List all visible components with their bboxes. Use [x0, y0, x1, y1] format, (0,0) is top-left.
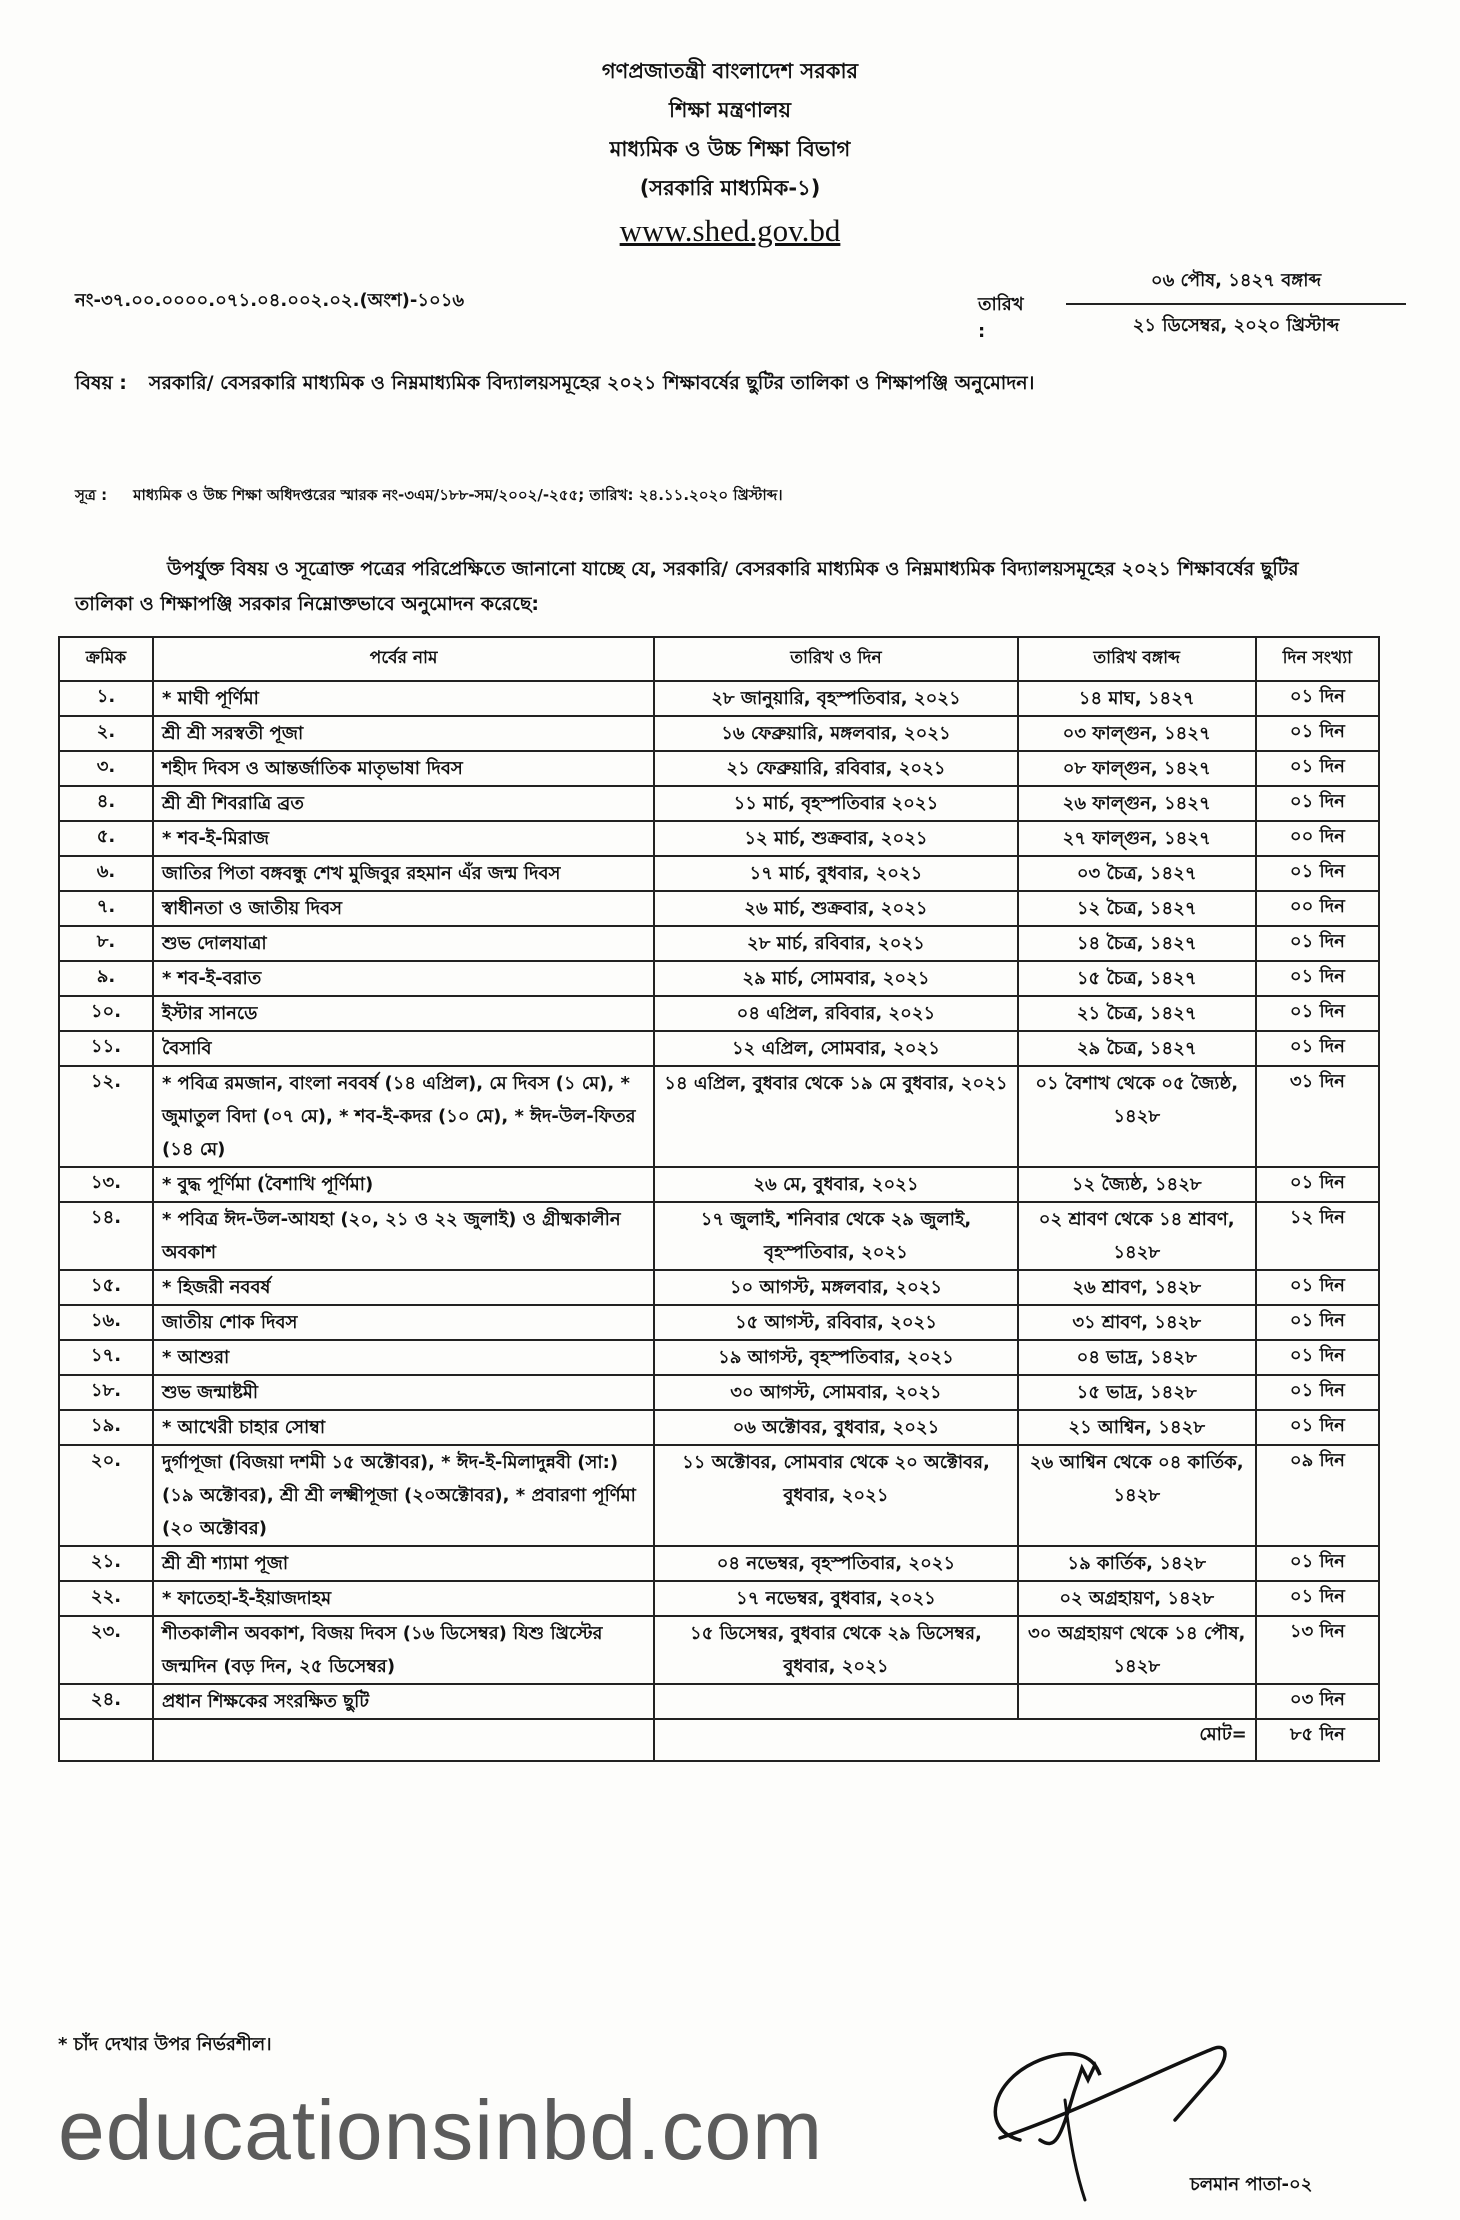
bangla-date-cell: ০২ অগ্রহায়ণ, ১৪২৮	[1018, 1581, 1256, 1616]
col-header-days: দিন সংখ্যা	[1256, 637, 1379, 681]
holiday-name-cell: শ্রী শ্রী শ্যামা পূজা	[153, 1546, 654, 1581]
table-row	[59, 1410, 1379, 1445]
bangla-date-cell	[1018, 1684, 1256, 1719]
table-row	[59, 786, 1379, 821]
holiday-name-cell: * শব-ই-বরাত	[153, 961, 654, 996]
total-row	[59, 1719, 1379, 1761]
days-cell: ০০ দিন	[1256, 821, 1379, 856]
bangla-date-cell: ২৬ শ্রাবণ, ১৪২৮	[1018, 1270, 1256, 1305]
holiday-name-cell: শ্রী শ্রী সরস্বতী পূজা	[153, 716, 654, 751]
date-cell: ১১ মার্চ, বৃহস্পতিবার ২০২১	[654, 786, 1017, 821]
days-cell: ০১ দিন	[1256, 1031, 1379, 1066]
days-cell: ৩১ দিন	[1256, 1066, 1379, 1167]
website-link[interactable]: www.shed.gov.bd	[619, 213, 841, 248]
serial-cell: ১১.	[59, 1031, 153, 1066]
letterhead	[0, 52, 1460, 254]
bangla-date-cell: ৩০ অগ্রহায়ণ থেকে ১৪ পৌষ, ১৪২৮	[1018, 1616, 1256, 1684]
holiday-name-cell: ইস্টার সানডে	[153, 996, 654, 1031]
table-header-row	[59, 637, 1379, 681]
holiday-name-cell: দুর্গাপূজা (বিজয়া দশমী ১৫ অক্টোবর), * ঈদ-ই-মিলাদুন্নবী (সা:) (১৯ অক্টোবর), শ্রী শ্রী লক্ষ্মীপূজা (২০অক্টোবর), * প্রবারণা পূর্ণিমা (২০ অক্টোবর)	[153, 1445, 654, 1546]
serial-cell: ৪.	[59, 786, 153, 821]
holiday-name-cell: বৈসাবি	[153, 1031, 654, 1066]
date-cell: ১৭ জুলাই, শনিবার থেকে ২৯ জুলাই, বৃহস্পতিবার, ২০২১	[654, 1202, 1017, 1270]
date-english: ২১ ডিসেম্বর, ২০২০ খ্রিস্টাব্দ	[1132, 315, 1340, 336]
serial-cell: ১২.	[59, 1066, 153, 1167]
bangla-date-cell: ১২ চৈত্র, ১৪২৭	[1018, 891, 1256, 926]
days-cell: ০১ দিন	[1256, 1546, 1379, 1581]
bangla-date-cell: ১৪ মাঘ, ১৪২৭	[1018, 681, 1256, 716]
reference-text: মাধ্যমিক ও উচ্চ শিক্ষা অধিদপ্তরের স্মারক নং-৩এম/১৮৮-সম/২০০২/-২৫৫; তারিখ: ২৪.১১.২০২০ খ্রিস্টাব্দ।	[133, 486, 783, 504]
holiday-name-cell: শ্রী শ্রী শিবরাত্রি ব্রত	[153, 786, 654, 821]
serial-cell: ৩.	[59, 751, 153, 786]
table-row	[59, 1305, 1379, 1340]
serial-cell: ১০.	[59, 996, 153, 1031]
col-header-serial: ক্রমিক	[59, 637, 153, 681]
date-cell: ০৪ এপ্রিল, রবিবার, ২০২১	[654, 996, 1017, 1031]
bangla-date-cell: ১৯ কার্তিক, ১৪২৮	[1018, 1546, 1256, 1581]
date-cell: ১৪ এপ্রিল, বুধবার থেকে ১৯ মে বুধবার, ২০২১	[654, 1066, 1017, 1167]
table-row	[59, 821, 1379, 856]
date-cell: ২৬ মে, বুধবার, ২০২১	[654, 1167, 1017, 1202]
days-cell: ০১ দিন	[1256, 961, 1379, 996]
table-row	[59, 1684, 1379, 1719]
bangla-date-cell: ১৫ চৈত্র, ১৪২৭	[1018, 961, 1256, 996]
days-cell: ০১ দিন	[1256, 996, 1379, 1031]
total-empty-serial	[59, 1719, 153, 1761]
date-cell: ১২ এপ্রিল, সোমবার, ২০২১	[654, 1031, 1017, 1066]
days-cell: ০১ দিন	[1256, 1167, 1379, 1202]
days-cell: ০১ দিন	[1256, 1270, 1379, 1305]
holiday-name-cell: শহীদ দিবস ও আন্তর্জাতিক মাতৃভাষা দিবস	[153, 751, 654, 786]
table-row	[59, 1031, 1379, 1066]
table-row	[59, 891, 1379, 926]
serial-cell: ১৪.	[59, 1202, 153, 1270]
date-cell: ১৭ মার্চ, বুধবার, ২০২১	[654, 856, 1017, 891]
government-name: গণপ্রজাতন্ত্রী বাংলাদেশ সরকার	[601, 59, 859, 83]
bangla-date-cell: ১৪ চৈত্র, ১৪২৭	[1018, 926, 1256, 961]
date-cell: ০৬ অক্টোবর, বুধবার, ২০২১	[654, 1410, 1017, 1445]
serial-cell: ৬.	[59, 856, 153, 891]
date-cell: ২৬ মার্চ, শুক্রবার, ২০২১	[654, 891, 1017, 926]
table-row	[59, 1546, 1379, 1581]
days-cell: ০৩ দিন	[1256, 1684, 1379, 1719]
table-row	[59, 1202, 1379, 1270]
total-label: মোট=	[654, 1719, 1256, 1761]
bangla-date-cell: ১৫ ভাদ্র, ১৪২৮	[1018, 1375, 1256, 1410]
date-cell: ১৫ আগস্ট, রবিবার, ২০২১	[654, 1305, 1017, 1340]
date-cell: ১১ অক্টোবর, সোমবার থেকে ২০ অক্টোবর, বুধবার, ২০২১	[654, 1445, 1017, 1546]
reference	[75, 484, 1375, 509]
total-empty-name	[153, 1719, 654, 1761]
days-cell: ০১ দিন	[1256, 1340, 1379, 1375]
days-cell: ১৩ দিন	[1256, 1616, 1379, 1684]
holiday-name-cell: জাতীয় শোক দিবস	[153, 1305, 654, 1340]
serial-cell: ১৭.	[59, 1340, 153, 1375]
serial-cell: ৫.	[59, 821, 153, 856]
bangla-date-cell: ২১ চৈত্র, ১৪২৭	[1018, 996, 1256, 1031]
table-row	[59, 926, 1379, 961]
table-row	[59, 1581, 1379, 1616]
date-cell: ১০ আগস্ট, মঙ্গলবার, ২০২১	[654, 1270, 1017, 1305]
date-cell: ১২ মার্চ, শুক্রবার, ২০২১	[654, 821, 1017, 856]
bangla-date-cell: ২৯ চৈত্র, ১৪২৭	[1018, 1031, 1256, 1066]
table-row	[59, 961, 1379, 996]
date-cell: ১৯ আগস্ট, বৃহস্পতিবার, ২০২১	[654, 1340, 1017, 1375]
memo-number: নং-৩৭.০০.০০০০.০৭১.০৪.০০২.০২.(অংশ)-১০১৬	[75, 290, 465, 311]
holiday-name-cell: শুভ জন্মাষ্টমী	[153, 1375, 654, 1410]
days-cell: ১২ দিন	[1256, 1202, 1379, 1270]
bangla-date-cell: ০৪ ভাদ্র, ১৪২৮	[1018, 1340, 1256, 1375]
holiday-name-cell: * পবিত্র রমজান, বাংলা নববর্ষ (১৪ এপ্রিল), মে দিবস (১ মে), * জুমাতুল বিদা (০৭ মে), * শব-ই-কদর (১০ মে), * ঈদ-উল-ফিতর (১৪ মে)	[153, 1066, 654, 1167]
holiday-name-cell: * আখেরী চাহার সোম্বা	[153, 1410, 654, 1445]
subject-text: সরকারি/ বেসরকারি মাধ্যমিক ও নিম্নমাধ্যমিক বিদ্যালয়সমূহের ২০২১ শিক্ষাবর্ষের ছুটির তালিকা ও শিক্ষাপঞ্জি অনুমোদন।	[148, 372, 1035, 394]
table-row	[59, 1270, 1379, 1305]
date-cell: ১৭ নভেম্বর, বুধবার, ২০২১	[654, 1581, 1017, 1616]
table-row	[59, 996, 1379, 1031]
table-row	[59, 1340, 1379, 1375]
continuation-note: চলমান পাতা-০২	[1190, 2174, 1313, 2195]
bangla-date-cell: ২১ আশ্বিন, ১৪২৮	[1018, 1410, 1256, 1445]
bangla-date-cell: ০১ বৈশাখ থেকে ০৫ জ্যৈষ্ঠ, ১৪২৮	[1018, 1066, 1256, 1167]
holiday-name-cell: * হিজরী নববর্ষ	[153, 1270, 654, 1305]
date-cell: ০৪ নভেম্বর, বৃহস্পতিবার, ২০২১	[654, 1546, 1017, 1581]
serial-cell: ২৩.	[59, 1616, 153, 1684]
serial-cell: ২০.	[59, 1445, 153, 1546]
watermark: educationsinbd.com	[58, 2083, 824, 2177]
serial-cell: ১৬.	[59, 1305, 153, 1340]
serial-cell: ১৯.	[59, 1410, 153, 1445]
bangla-date-cell: ০২ শ্রাবণ থেকে ১৪ শ্রাবণ, ১৪২৮	[1018, 1202, 1256, 1270]
table-row	[59, 751, 1379, 786]
date-cell: ১৬ ফেব্রুয়ারি, মঙ্গলবার, ২০২১	[654, 716, 1017, 751]
serial-cell: ৯.	[59, 961, 153, 996]
holiday-name-cell: * মাঘী পূর্ণিমা	[153, 681, 654, 716]
date-cell: ২৮ মার্চ, রবিবার, ২০২১	[654, 926, 1017, 961]
total-days: ৮৫ দিন	[1256, 1719, 1379, 1761]
date-cell: ১৫ ডিসেম্বর, বুধবার থেকে ২৯ ডিসেম্বর, বুধবার, ২০২১	[654, 1616, 1017, 1684]
serial-cell: ১৩.	[59, 1167, 153, 1202]
serial-cell: ১৮.	[59, 1375, 153, 1410]
date-cell	[654, 1684, 1017, 1719]
date-cell: ২১ ফেব্রুয়ারি, রবিবার, ২০২১	[654, 751, 1017, 786]
bangla-date-cell: ০৮ ফাল্গুন, ১৪২৭	[1018, 751, 1256, 786]
days-cell: ০১ দিন	[1256, 786, 1379, 821]
date-label: তারিখ :	[978, 294, 1024, 342]
bangla-date-cell: ০৩ ফাল্গুন, ১৪২৭	[1018, 716, 1256, 751]
ministry-name: শিক্ষা মন্ত্রণালয়	[669, 98, 791, 122]
days-cell: ০৯ দিন	[1256, 1445, 1379, 1546]
division-name: মাধ্যমিক ও উচ্চ শিক্ষা বিভাগ	[609, 137, 851, 161]
serial-cell: ২২.	[59, 1581, 153, 1616]
date-cell: ২৮ জানুয়ারি, বৃহস্পতিবার, ২০২১	[654, 681, 1017, 716]
holiday-name-cell: * ফাতেহা-ই-ইয়াজদাহম	[153, 1581, 654, 1616]
bangla-date-cell: ১২ জ্যৈষ্ঠ, ১৪২৮	[1018, 1167, 1256, 1202]
table-row	[59, 1445, 1379, 1546]
reference-label: সূত্র :	[75, 486, 108, 504]
days-cell: ০১ দিন	[1256, 856, 1379, 891]
holiday-name-cell: * শব-ই-মিরাজ	[153, 821, 654, 856]
subject-label: বিষয় :	[75, 372, 127, 394]
days-cell: ০১ দিন	[1256, 926, 1379, 961]
table-row	[59, 856, 1379, 891]
serial-cell: ১৫.	[59, 1270, 153, 1305]
serial-cell: ৭.	[59, 891, 153, 926]
bangla-date-cell: ২৬ আশ্বিন থেকে ০৪ কার্তিক, ১৪২৮	[1018, 1445, 1256, 1546]
serial-cell: ১.	[59, 681, 153, 716]
serial-cell: ৮.	[59, 926, 153, 961]
days-cell: ০১ দিন	[1256, 1305, 1379, 1340]
holiday-name-cell: স্বাধীনতা ও জাতীয় দিবস	[153, 891, 654, 926]
holiday-table	[58, 636, 1380, 1762]
body-paragraph: উপর্যুক্ত বিষয় ও সূত্রোক্ত পত্রের পরিপ্রেক্ষিতে জানানো যাচ্ছে যে, সরকারি/ বেসরকারি মাধ্যমিক ও নিম্নমাধ্যমিক বিদ্যালয়সমূহের ২০২১ শিক্ষাবর্ষের ছুটির তালিকা ও শিক্ষাপঞ্জি সরকার নিম্নোক্তভাবে অনুমোদন করেছে:	[75, 558, 1299, 615]
days-cell: ০১ দিন	[1256, 1410, 1379, 1445]
serial-cell: ২১.	[59, 1546, 153, 1581]
col-header-name: পর্বের নাম	[153, 637, 654, 681]
days-cell: ০১ দিন	[1256, 716, 1379, 751]
days-cell: ০১ দিন	[1256, 1375, 1379, 1410]
bangla-date-cell: ২৭ ফাল্গুন, ১৪২৭	[1018, 821, 1256, 856]
holiday-name-cell: জাতির পিতা বঙ্গবন্ধু শেখ মুজিবুর রহমান এঁর জন্ম দিবস	[153, 856, 654, 891]
table-row	[59, 681, 1379, 716]
holiday-name-cell: * বুদ্ধ পূর্ণিমা (বৈশাখি পূর্ণিমা)	[153, 1167, 654, 1202]
holiday-name-cell: শীতকালীন অবকাশ, বিজয় দিবস (১৬ ডিসেম্বর) যিশু খ্রিস্টের জন্মদিন (বড় দিন, ২৫ ডিসেম্বর)	[153, 1616, 654, 1684]
table-row	[59, 1616, 1379, 1684]
days-cell: ০০ দিন	[1256, 891, 1379, 926]
table-row	[59, 1066, 1379, 1167]
col-header-date: তারিখ ও দিন	[654, 637, 1017, 681]
holiday-name-cell: প্রধান শিক্ষকের সংরক্ষিত ছুটি	[153, 1684, 654, 1719]
table-row	[59, 1167, 1379, 1202]
table-row	[59, 716, 1379, 751]
bangla-date-cell: ০৩ চৈত্র, ১৪২৭	[1018, 856, 1256, 891]
table-row	[59, 1375, 1379, 1410]
section-name: (সরকারি মাধ্যমিক-১)	[639, 176, 821, 200]
date-bangla: ০৬ পৌষ, ১৪২৭ বঙ্গাব্দ	[1066, 266, 1406, 305]
footnote: * চাঁদ দেখার উপর নির্ভরশীল।	[58, 2034, 272, 2055]
col-header-bangla-date: তারিখ বঙ্গাব্দ	[1018, 637, 1256, 681]
serial-cell: ২৪.	[59, 1684, 153, 1719]
days-cell: ০১ দিন	[1256, 681, 1379, 716]
bangla-date-cell: ২৬ ফাল্গুন, ১৪২৭	[1018, 786, 1256, 821]
bangla-date-cell: ৩১ শ্রাবণ, ১৪২৮	[1018, 1305, 1256, 1340]
date-cell: ২৯ মার্চ, সোমবার, ২০২১	[654, 961, 1017, 996]
date-cell: ৩০ আগস্ট, সোমবার, ২০২১	[654, 1375, 1017, 1410]
holiday-name-cell: শুভ দোলযাত্রা	[153, 926, 654, 961]
holiday-name-cell: * আশুরা	[153, 1340, 654, 1375]
holiday-name-cell: * পবিত্র ঈদ-উল-আযহা (২০, ২১ ও ২২ জুলাই) ও গ্রীষ্মকালীন অবকাশ	[153, 1202, 654, 1270]
days-cell: ০১ দিন	[1256, 751, 1379, 786]
days-cell: ০১ দিন	[1256, 1581, 1379, 1616]
subject	[75, 366, 1365, 400]
serial-cell: ২.	[59, 716, 153, 751]
